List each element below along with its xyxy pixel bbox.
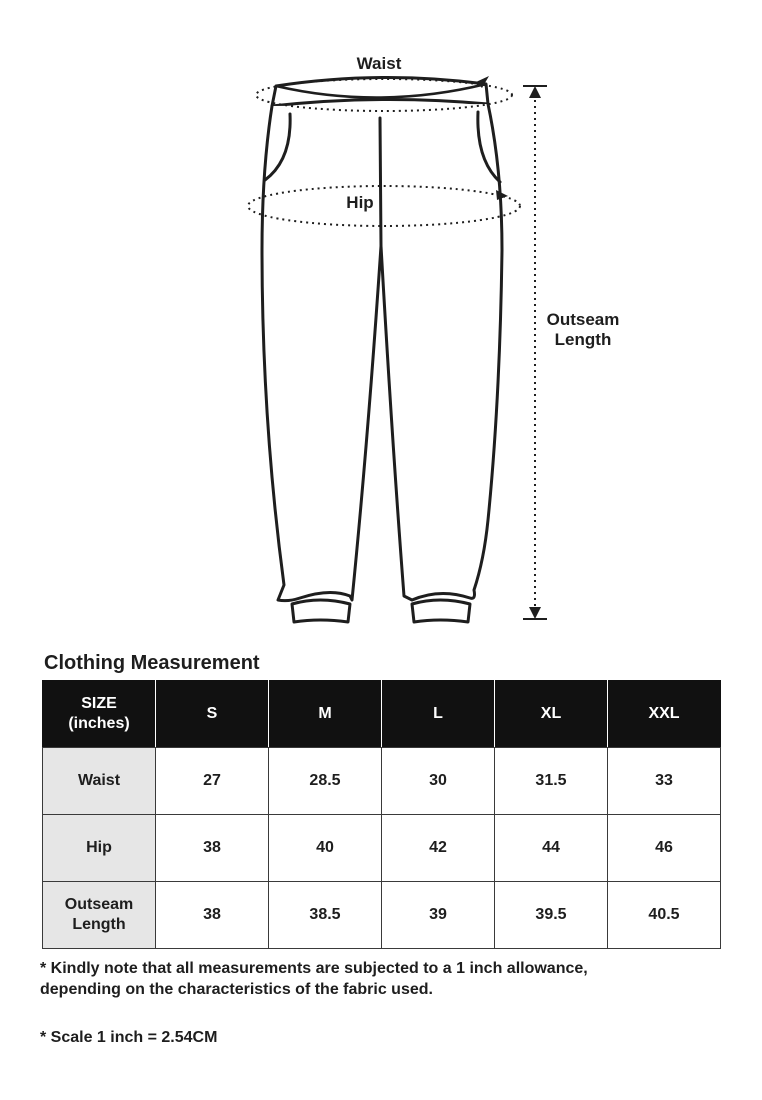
table-cell: 38 <box>156 815 269 882</box>
table-header-row <box>43 681 721 748</box>
hip-label: Hip <box>346 193 374 212</box>
allowance-note: * Kindly note that all measurements are subjected to a 1 inch allowance, depending on the characteristics of the fabric used. <box>40 960 588 998</box>
table-cell: 39.5 <box>495 882 608 949</box>
size-chart-table <box>42 680 721 949</box>
scale-note: * Scale 1 inch = 2.54CM <box>40 1029 218 1046</box>
table-cell: 38.5 <box>269 882 382 949</box>
table-cell: 30 <box>382 748 495 815</box>
size-column-header: XL <box>495 681 608 748</box>
table-cell: 44 <box>495 815 608 882</box>
table-cell: 40.5 <box>608 882 721 949</box>
size-header-cell: SIZE (inches) <box>43 681 156 748</box>
row-label: Outseam Length <box>43 882 156 949</box>
table-row <box>43 748 721 815</box>
table-row <box>43 882 721 949</box>
table-cell: 33 <box>608 748 721 815</box>
waist-label: Waist <box>356 54 402 73</box>
size-column-header: M <box>269 681 382 748</box>
table-cell: 38 <box>156 882 269 949</box>
table-cell: 27 <box>156 748 269 815</box>
table-cell: 46 <box>608 815 721 882</box>
table-cell: 39 <box>382 882 495 949</box>
row-label: Waist <box>43 748 156 815</box>
row-label: Hip <box>43 815 156 882</box>
size-column-header: S <box>156 681 269 748</box>
table-cell: 31.5 <box>495 748 608 815</box>
size-column-header: L <box>382 681 495 748</box>
outseam-length-label: Outseam Length <box>546 310 620 349</box>
table-cell: 40 <box>269 815 382 882</box>
table-cell: 28.5 <box>269 748 382 815</box>
section-title: Clothing Measurement <box>44 652 260 674</box>
size-column-header: XXL <box>608 681 721 748</box>
table-row <box>43 815 721 882</box>
table-cell: 42 <box>382 815 495 882</box>
